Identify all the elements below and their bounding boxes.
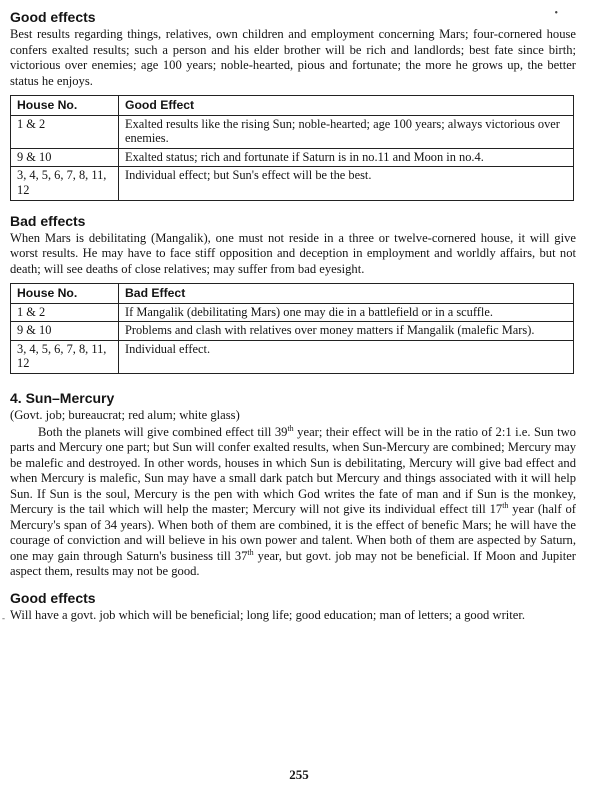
effect-cell: Individual effect. (119, 340, 574, 373)
sun-mercury-subtitle: (Govt. job; bureaucrat; red alum; white glass) (10, 408, 240, 423)
house-cell: 3, 4, 5, 6, 7, 8, 11, 12 (11, 340, 119, 373)
sun-mercury-heading: 4. Sun–Mercury (10, 390, 115, 407)
bad-effects-heading: Bad effects (10, 212, 86, 229)
house-cell: 9 & 10 (11, 148, 119, 167)
effect-cell: If Mangalik (debilitating Mars) one may die in a battlefield or in a scuffle. (119, 303, 574, 322)
good-effects-heading-2: Good effects (10, 589, 96, 606)
good-effect-table (10, 95, 574, 201)
table-header-row (11, 96, 574, 116)
col-house-header: House No. (11, 96, 119, 116)
sun-mercury-body: Both the planets will give combined effect till 39th year; their effect will be in the ratio of 2:1 i.e. Sun two parts and Mercury one part; but Sun will confer exalted results, when Sun-Mercury are combined; Mercury may be malefic and destroyed. In other words, houses in which Sun is debilitating, Mercury will give bad effect and when Mercury is malefic, Sun may have a small dark patch but Mercury and things associated with it will help Sun. If Sun is the soul, Mercury is the pen with which God writes the fate of man and if Sun is the monkey, Mercury is the tail which will help the master; Mercury will not give its individual effect till 17th year (half of Mercury's span of 34 years). When both of them are combined, it is the effect of benefic Mars; he will have the courage of conviction and will believe in his own power and talent. When both of them are aspected by Saturn, one may gain through Saturn's business till 37th year, but govt. job may not be beneficial. If Moon and Jupiter aspect them, results may not be good. (10, 423, 576, 579)
bad-effects-intro: When Mars is debilitating (Mangalik), one must not reside in a three or twelve-cornered house, it will give worst results. He may have to face stiff opposition and deception in employment and worldly affairs, but not death; will see deaths of close relatives; may suffer from bad eyesight. (10, 230, 576, 276)
page-number: 255 (289, 767, 309, 782)
col-house-header: House No. (11, 284, 119, 304)
col-effect-header: Good Effect (119, 96, 574, 116)
bad-effect-table (10, 283, 574, 374)
house-cell: 1 & 2 (11, 303, 119, 322)
effect-cell: Exalted status; rich and fortunate if Saturn is in no.11 and Moon in no.4. (119, 148, 574, 167)
table-row (11, 322, 574, 341)
house-cell: 3, 4, 5, 6, 7, 8, 11, 12 (11, 167, 119, 200)
col-effect-header: Bad Effect (119, 284, 574, 304)
margin-mark: - (2, 613, 5, 623)
house-cell: 9 & 10 (11, 322, 119, 341)
house-cell: 1 & 2 (11, 115, 119, 148)
table-row (11, 148, 574, 167)
effect-cell: Problems and clash with relatives over money matters if Mangalik (malefic Mars). (119, 322, 574, 341)
page-content (10, 8, 576, 623)
table-row (11, 340, 574, 373)
good-effects-heading: Good effects (10, 9, 96, 25)
good-effects-text-2: Will have a govt. job which will be beneficial; long life; good education; man of letters; a good writer. (10, 607, 525, 622)
table-row (11, 167, 574, 200)
corner-mark: • (554, 8, 558, 19)
table-row (11, 303, 574, 322)
effect-cell: Exalted results like the rising Sun; noble-hearted; age 100 years; always victorious over enemies. (119, 115, 574, 148)
table-row (11, 115, 574, 148)
effect-cell: Individual effect; but Sun's effect will be the best. (119, 167, 574, 200)
table-header-row (11, 284, 574, 304)
good-effects-intro: Best results regarding things, relatives, own children and employment concerning Mars; four-cornered house confers exalted results; such a person and his elder brother will be rich and landlords; best fate since birth; victorious over enemies; age 100 years; noble-hearted, pious and fortunate; the more he grows up, the better status he enjoys. (10, 27, 576, 88)
